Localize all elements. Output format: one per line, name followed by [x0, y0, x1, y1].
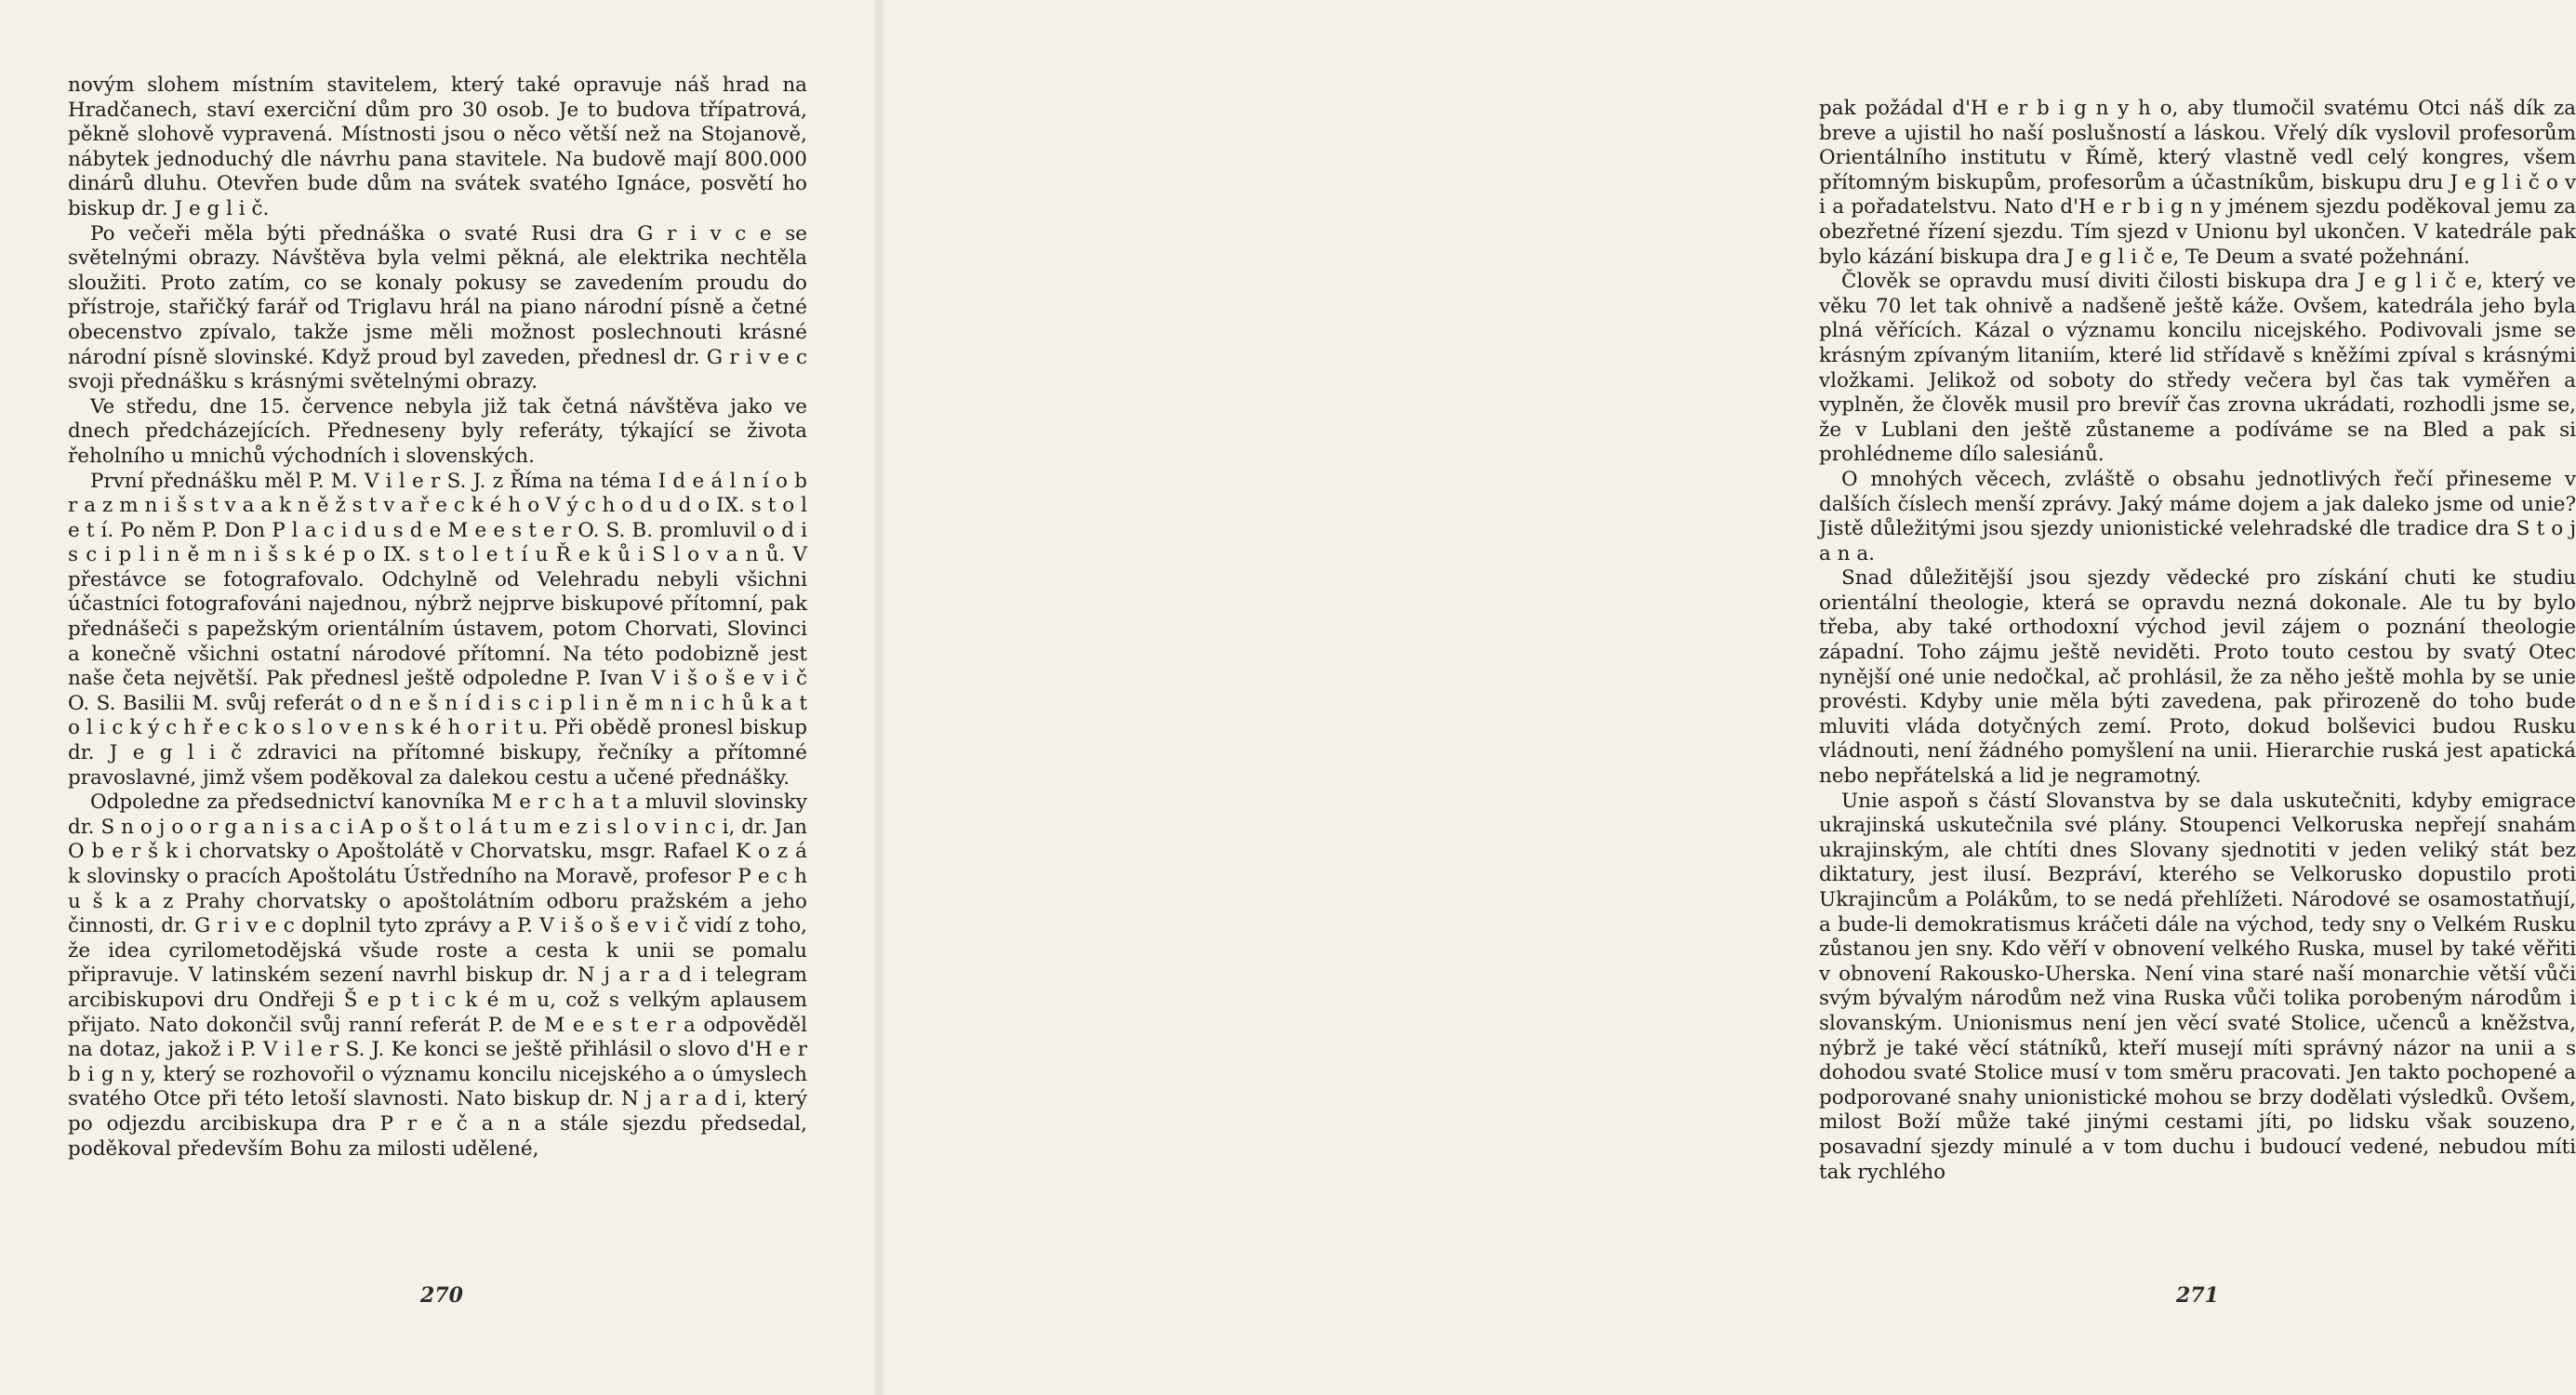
paragraph: Po večeři měla býti přednáška o svaté Rusi dra G r i v c e se světelnými obrazy. Návštěva byla velmi pěkná, ale elektrika nechtěla sloužiti. Proto zatím, co se konaly pokusy se zavedením proudu do přístroje, stařičký farář od Triglavu hrál na piano národní písně a četné obecenstvo zpívalo, takže jsme měli možnost poslechnouti krásné národní písně slovinské. Když proud byl zaveden, přednesl dr. G r i v e c svoji přednášku s krásnými světelnými obrazy.: [68, 221, 807, 394]
paragraph: Unie aspoň s částí Slovanstva by se dala uskutečniti, kdyby emigrace ukrajinská uskutečnila své plány. Stoupenci Velkoruska nepřejí snahám ukrajinským, ale chtíti dnes Slovany sjednotiti v jeden veliký stát bez diktatury, jest ilusí. Bezpráví, kterého se Velkorusko dopustilo proti Ukrajincům a Polákům, to se nedá přehlížeti. Národové se osamostatňují, a bude-li demokratismus kráčeti dále na východ, tedy sny o Velkém Rusku zůstanou jen sny. Kdo věří v obnovení velkého Ruska, musel by také věřiti v obnovení Rakousko-Uherska. Není vina staré naší monarchie větší vůči svým bývalým národům než vina Ruska vůči tolika porobeným národům i slovanským. Unionismus není jen věcí svaté Stolice, učenců a kněžstva, nýbrž je také věcí státníků, kteří musejí míti správný názor na unii a s dohodou svaté Stolice musí v tom směru pracovati. Jen takto pochopené a podporované snahy unionistické mohou se brzy dodělati výsledků. Ovšem, milost Boží může také jinými cestami jíti, po lidsku však souzeno, posavadní sjezdy minulé a v tom duchu i budoucí vedené, nebudou míti tak rychlého: [1819, 789, 2576, 1184]
page-number: 270: [420, 1283, 463, 1308]
paragraph: novým slohem místním stavitelem, který také opravuje náš hrad na Hradčanech, staví exerciční dům pro 30 osob. Je to budova třípatrová, pěkně slohově vypravená. Místnosti jsou o něco větší než na Stojanově, nábytek jednoduchý dle návrhu pana stavitele. Na budově mají 800.000 dinárů dluhu. Otevřen bude dům na svátek svatého Ignáce, posvětí ho biskup dr. J e g l i č.: [68, 73, 807, 220]
right-page: [879, 0, 2576, 1395]
paragraph: pak požádal d'H e r b i g n y h o, aby tlumočil svatému Otci náš dík za breve a ujistil ho naší poslušností a láskou. Vřelý dík vyslovil profesorům Orientálního institutu v Římě, který vlastně vedl celý kongres, všem přítomným biskupům, profesorům a účastníkům, biskupu dru J e g l i č o v i a pořadatelstvu. Nato d'H e r b i g n y jménem sjezdu poděkoval jemu za obezřetné řízení sjezdu. Tím sjezd v Unionu byl ukončen. V katedrále pak bylo kázání biskupa dra J e g l i č e, Te Deum a svaté požehnání.: [1819, 97, 2576, 269]
paragraph: První přednášku měl P. M. V i l e r S. J. z Říma na téma I d e á l n í o b r a z m n i š s t v a a k n ě ž s t v a ř e c k é h o V ý c h o d u d o IX. s t o l e t í. Po něm P. Don P l a c i d u s d e M e e s t e r O. S. B. promluvil o d i s c i p l i n ě m n i š s k é p o IX. s t o l e t í u Ř e k ů i S l o v a n ů. V přestávce se fotografovalo. Odchylně od Velehradu nebyli všichni účastníci fotografováni najednou, nýbrž nejprve biskupové přítomní, pak přednášeči s papežským orientálním ústavem, potom Chorvati, Slovinci a konečně všichni ostatní národové přítomní. Na této podobizně jest naše četa největší. Pak přednesl ještě odpoledne P. Ivan V i š o š e v i č O. S. Basilii M. svůj referát o d n e š n í d i s c i p l i n ě m n i c h ů k a t o l i c k ý c h ř e c k o s l o v e n s k é h o r i t u. Při obědě pronesl biskup dr. J e g l i č zdravici na přítomné biskupy, řečníky a přítomné pravoslavné, jimž všem poděkoval za dalekou cestu a učené přednášky.: [68, 469, 807, 790]
left-page: [0, 0, 879, 1395]
paragraph: Ve středu, dne 15. července nebyla již tak četná návštěva jako ve dnech předcházejících. Předneseny byly referáty, týkající se života řeholního u mnichů východních i slovenských.: [68, 394, 807, 468]
right-page-text: [1819, 97, 2576, 1185]
page-number: 271: [2176, 1283, 2219, 1308]
paragraph: Člověk se opravdu musí diviti čilosti biskupa dra J e g l i č e, který ve věku 70 let tak ohnivě a nadšeně ještě káže. Ovšem, katedrála jeho byla plná věřících. Kázal o významu koncilu nicejského. Podivovali jsme se krásným zpívaným litaniím, které lid střídavě s kněžími zpíval s krásnými vložkami. Jelikož od soboty do středy večera byl čas tak vyměřen a vyplněn, že člověk musil pro brevíř čas zrovna ukrádati, rozhodli jsme se, že v Lublani den ještě zůstaneme a podíváme se na Bled a pak si prohlédneme dílo salesiánů.: [1819, 270, 2576, 467]
paragraph: Odpoledne za předsednictví kanovníka M e r c h a t a mluvil slovinsky dr. S n o j o o r g a n i s a c i A p o š t o l á t u m e z i s l o v i n c i, dr. Jan O b e r š k i chorvatsky o Apoštolátě v Chorvatsku, msgr. Rafael K o z á k slovinsky o pracích Apoštolátu Ústředního na Moravě, profesor P e c h u š k a z Prahy chorvatsky o apoštolátním odboru pražském a jeho činnosti, dr. G r i v e c doplnil tyto zprávy a P. V i š o š e v i č vidí z toho, že idea cyrilometodějská všude roste a cesta k unii se pomalu připravuje. V latinském sezení navrhl biskup dr. N j a r a d i telegram arcibiskupovi dru Ondřeji Š e p t i c k é m u, což s velkým aplausem přijato. Nato dokončil svůj ranní referát P. de M e e s t e r a odpověděl na dotaz, jakož i P. V i l e r S. J. Ke konci se ještě přihlásil o slovo d'H e r b i g n y, který se rozhovořil o významu koncilu nicejského a o úmyslech svatého Otce při této letoší slavnosti. Nato biskup dr. N j a r a d i, který po odjezdu arcibiskupa dra P r e č a n a stále sjezdu předsedal, poděkoval především Bohu za milosti udělené,: [68, 790, 807, 1161]
left-page-text: [68, 73, 807, 1162]
paragraph: O mnohých věcech, zvláště o obsahu jednotlivých řečí přineseme v dalších číslech menší zprávy. Jaký máme dojem a jak daleko jsme od unie? Jistě důležitými jsou sjezdy unionistické velehradské dle tradice dra S t o j a n a.: [1819, 467, 2576, 565]
paragraph: Snad důležitější jsou sjezdy vědecké pro získání chuti ke studiu orientální theologie, která se opravdu nezná dokonale. Ale tu by bylo třeba, aby také orthodoxní východ jevil zájem o poznání theologie západní. Toho zájmu ještě neviděti. Proto touto cestou by svatý Otec nynější oné unie nedočkal, ač prohlásil, že za něho ještě mohla by se unie provésti. Kdyby unie měla býti zavedena, pak přirozeně do toho bude mluviti vláda dotyčných zemí. Proto, dokud bolševici budou Rusku vládnouti, není žádného pomyšlení na unii. Hierarchie ruská jest apatická nebo nepřátelská a lid je negramotný.: [1819, 566, 2576, 789]
